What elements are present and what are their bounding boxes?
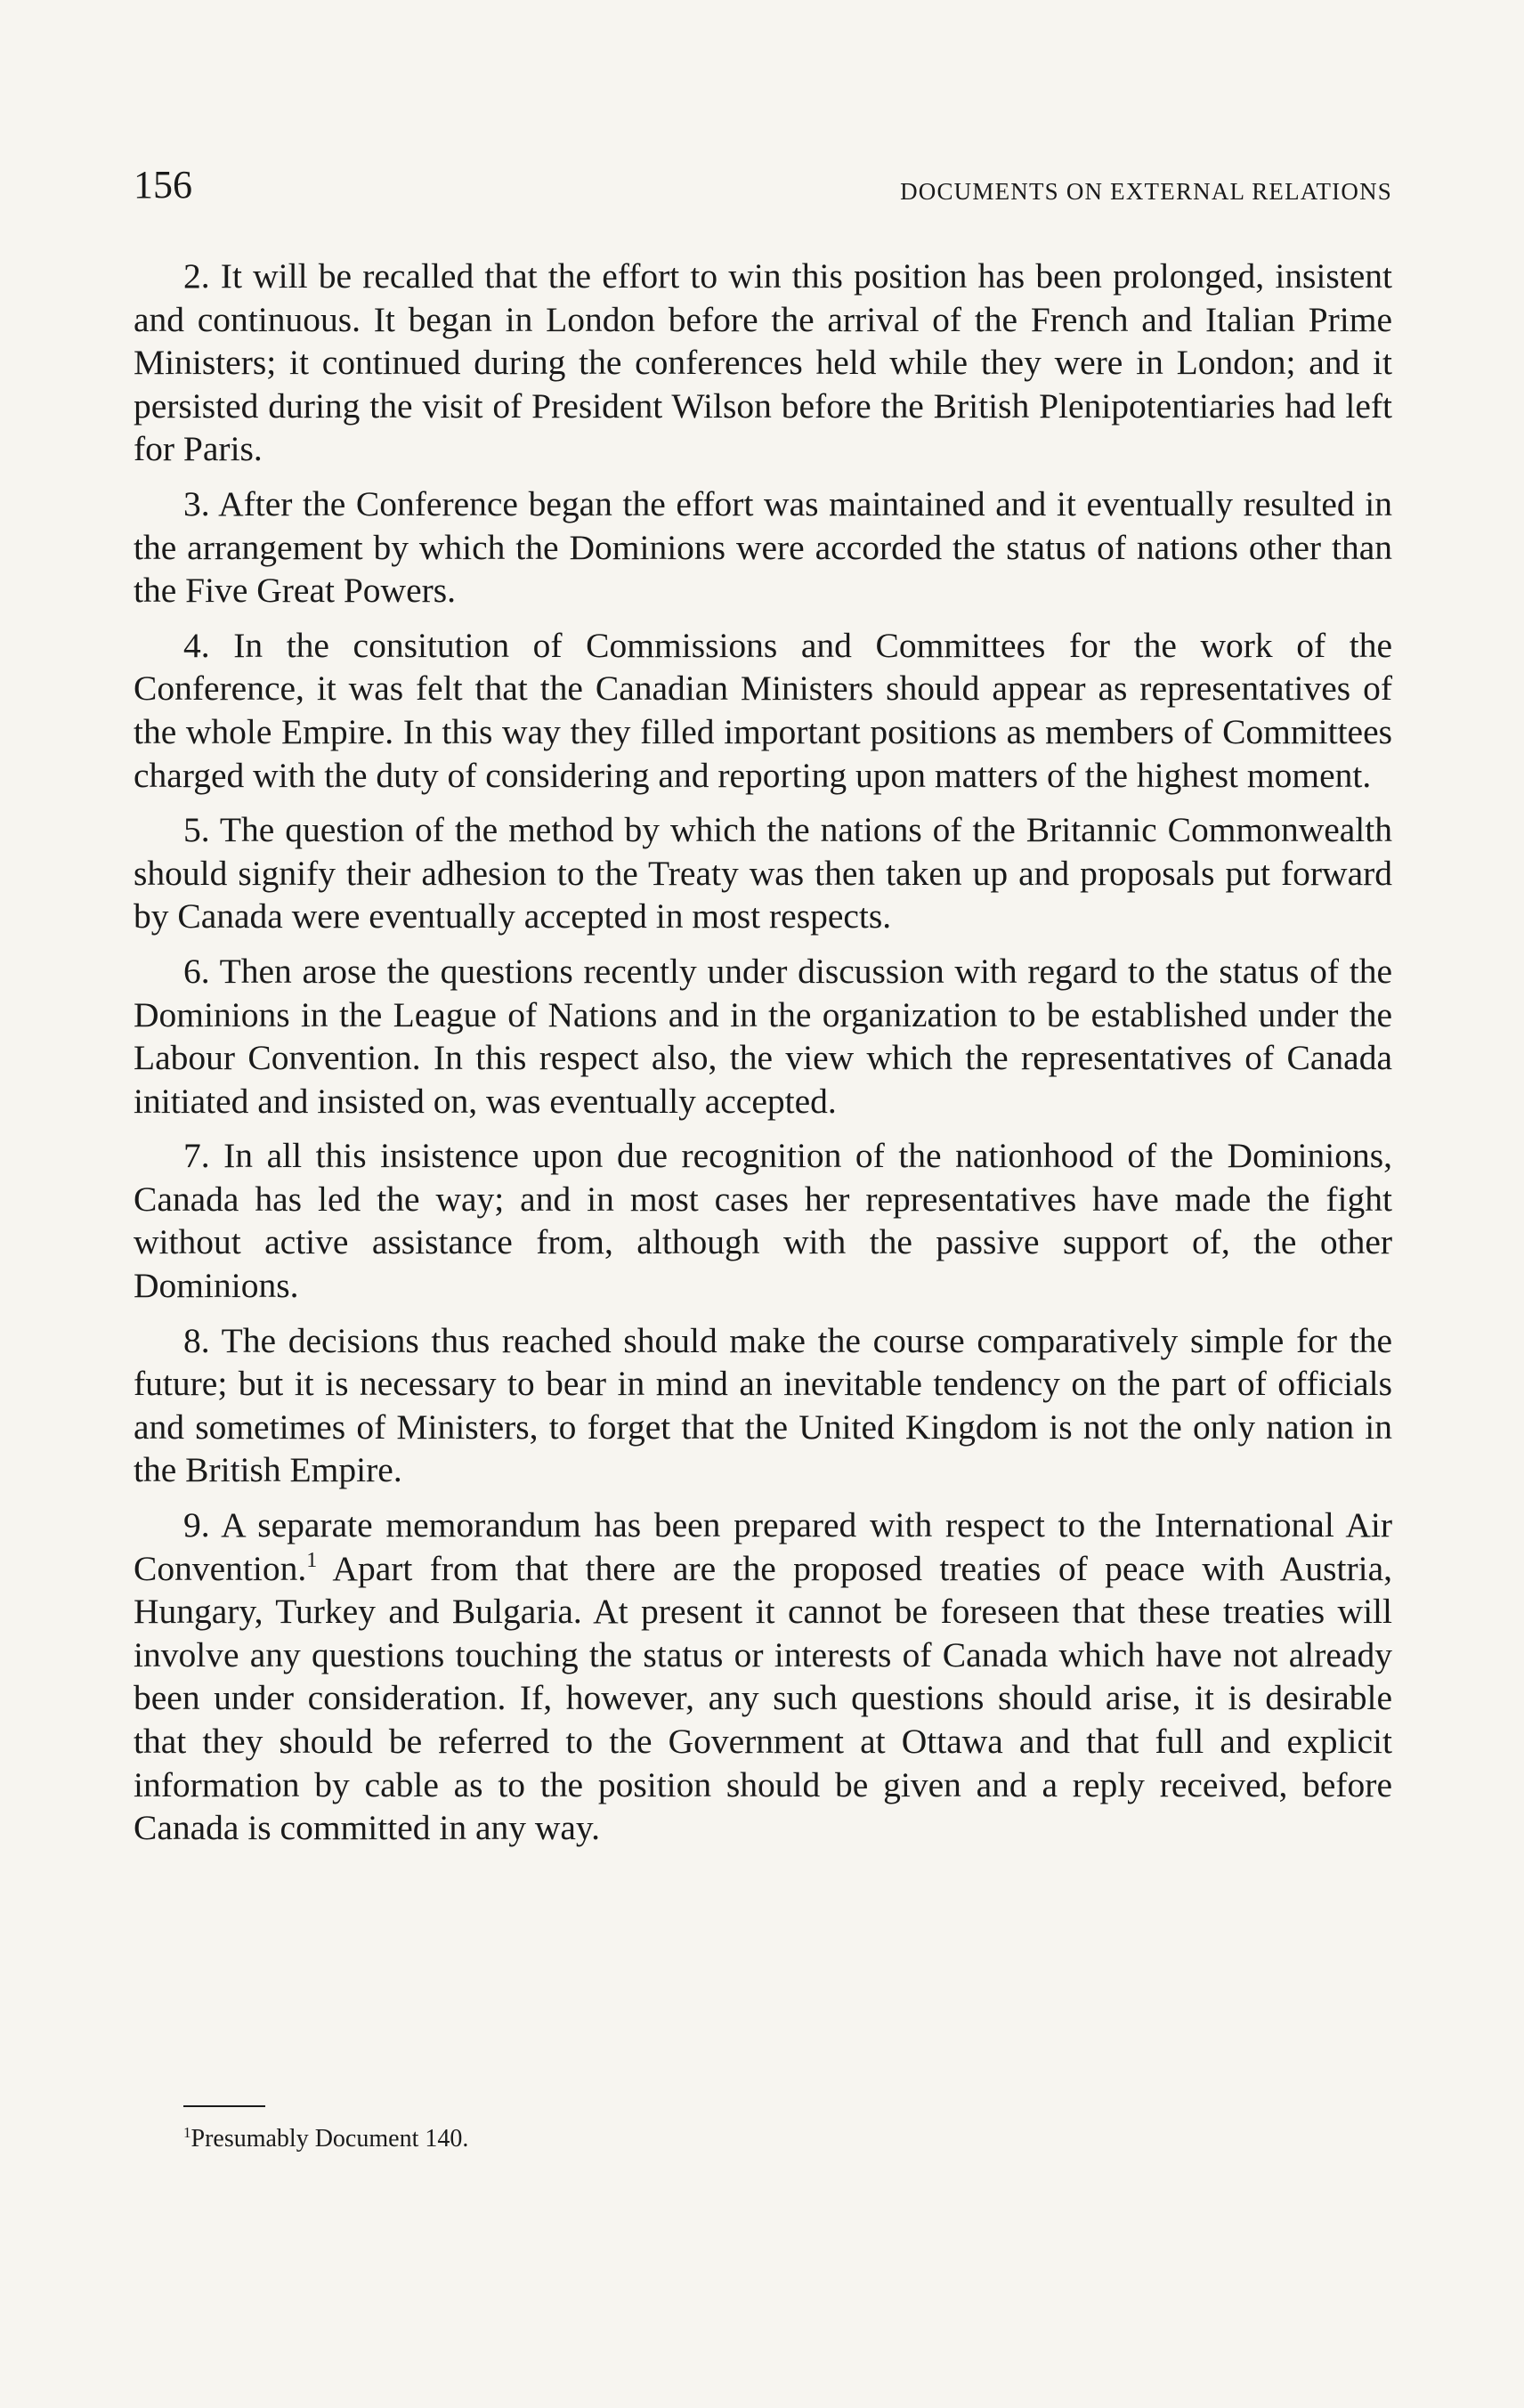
footnote [183, 2124, 468, 2154]
footnote-marker: 1 [183, 2124, 191, 2141]
paragraph-9-text-end: Apart from that there are the proposed treaties of peace with Austria, Hungary, Turkey and Bulgaria. At present it cannot be foreseen that these treaties will involve any questions touching the status or interests of Canada which have not already been under consideration. If, however, any such questions should arise, it is desirable that they should be referred to the Government at Ottawa and that full and explicit information by cable as to the position should be given and a reply received, before Canada is committed in any way. [134, 1548, 1392, 1848]
paragraph-9 [134, 1504, 1392, 1850]
paragraph-7: 7. In all this insistence upon due recognition of the nationhood of the Dominions, Canada has led the way; and in most cases her representatives have made the fight without active assistance from, although with the passive support of, the other Dominions. [134, 1136, 1392, 1306]
paragraph-2: 2. It will be recalled that the effort to win this position has been prolonged, insistent and continuous. It began in London before the arrival of the French and Italian Prime Ministers; it continued during the conferences held while they were in London; and it persisted during the visit of President Wilson before the British Plenipotentiaries had left for Paris. [134, 256, 1392, 469]
running-head-title: DOCUMENTS ON EXTERNAL RELATIONS [900, 178, 1392, 205]
paragraph-3: 3. After the Conference began the effort was maintained and it eventually resulted in the arrangement by which the Dominions were accorded the status of nations other than the Five Great Powers. [134, 483, 1392, 611]
paragraph-8: 8. The decisions thus reached should make the course comparatively simple for the future; but it is necessary to bear in mind an inevitable tendency on the part of officials and sometimes of Ministers, to forget that the United Kingdom is not the only nation in the British Empire. [134, 1320, 1392, 1490]
paragraph-4: 4. In the consitution of Commissions and Committees for the work of the Conference, it was felt that the Canadian Ministers should appear as representatives of the whole Empire. In this way they filled important positions as members of Committees charged with the duty of considering and reporting upon matters of the highest moment. [134, 625, 1392, 795]
page-number: 156 [134, 163, 192, 207]
body-text [134, 255, 1392, 1861]
running-head [134, 163, 1392, 219]
paragraph-6: 6. Then arose the questions recently under discussion with regard to the status of the Dominions in the League of Nations and in the organization to be established under the Labour Convention. In this respect also, the view which the representatives of Canada initiated and insisted on, was eventually accepted. [134, 951, 1392, 1121]
footnote-text: Presumably Document 140. [190, 2125, 469, 2153]
paragraph-5: 5. The question of the method by which the nations of the Britannic Commonwealth should signify their adhesion to the Treaty was then taken up and proposals put forward by Canada were eventually accepted in most respects. [134, 810, 1392, 936]
paragraph-9-text-start: 9. A separate memorandum has been prepared with respect to the International Air Convention. [134, 1505, 1392, 1588]
footnote-rule [183, 2105, 265, 2107]
footnote-reference: 1 [306, 1548, 318, 1572]
